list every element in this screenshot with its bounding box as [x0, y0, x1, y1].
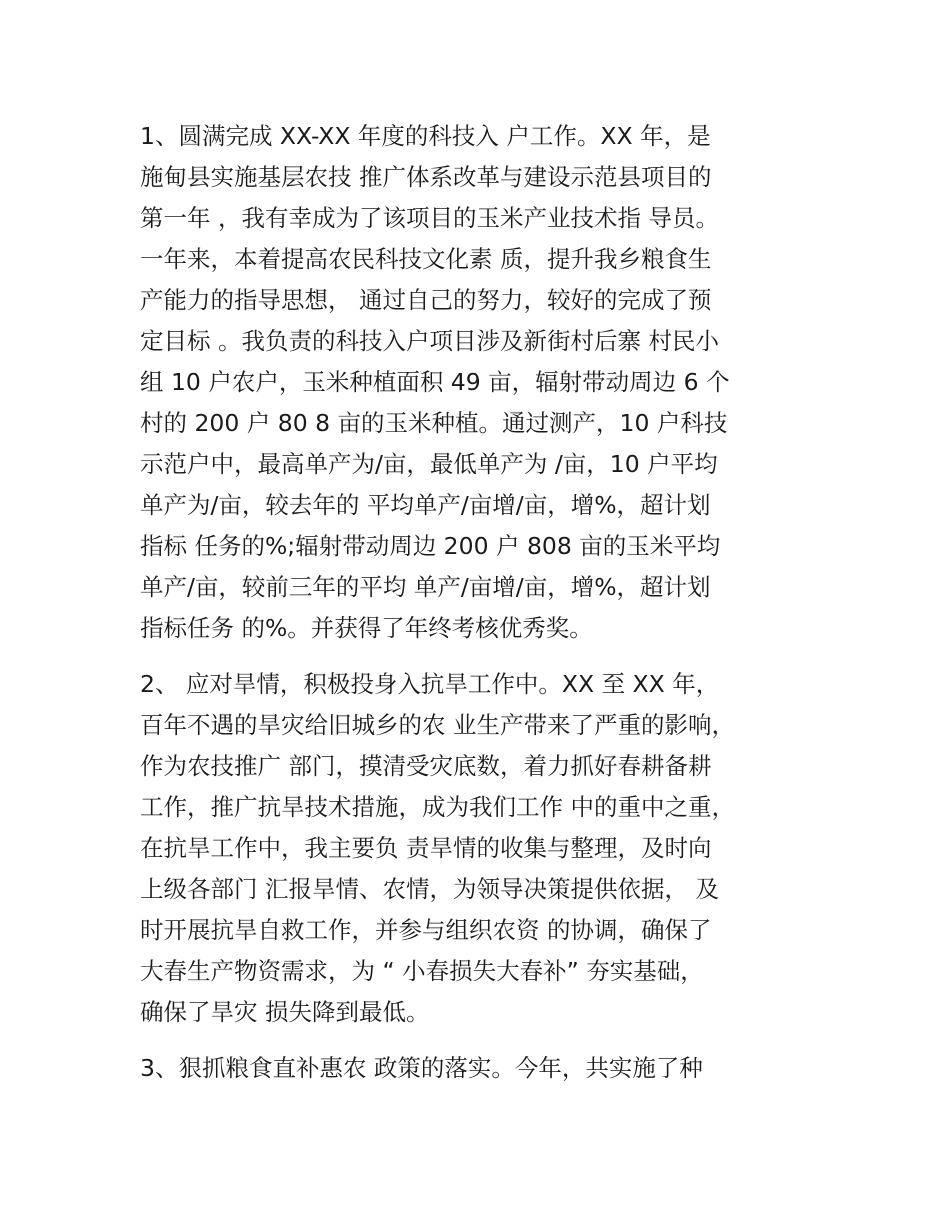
text-line: 1、圆满完成 XX-XX 年度的科技入 户工作。XX 年，是: [140, 122, 711, 150]
text-line: 一年来，本着提高农民科技文化素 质，提升我乡粮食生: [140, 245, 712, 273]
text-line: 上级各部门 汇报旱情、农情，为领导决策提供依据， 及: [140, 875, 719, 903]
text-line: 指标 任务的%;辐射带动周边 200 户 808 亩的玉米平均: [140, 532, 721, 560]
text-line: 百年不遇的旱灾给旧城乡的农 业生产带来了严重的影响，: [140, 711, 735, 739]
text-line: 工作，推广抗旱技术措施，成为我们工作 中的重中之重，: [140, 793, 735, 821]
text-line: 产能力的指导思想， 通过自己的努力，较好的完成了预: [140, 286, 712, 314]
paragraph-1: [140, 116, 820, 649]
text-line: 村的 200 户 80 8 亩的玉米种植。通过测产，10 户科技: [140, 409, 728, 437]
text-line: 单产/亩，较前三年的平均 单产/亩增/亩，增%，超计划: [140, 573, 711, 601]
text-line: 第一年 ，我有幸成为了该项目的玉米产业技术指 导员。: [140, 204, 719, 232]
text-line: 施甸县实施基层农技 推广体系改革与建设示范县项目的: [140, 163, 712, 191]
text-line: 确保了旱灾 损失降到最低。: [140, 998, 430, 1026]
text-line: 在抗旱工作中，我主要负 责旱情的收集与整理，及时向: [140, 834, 712, 862]
text-line: 示范户中，最高单产为/亩，最低单产为 /亩，10 户平均: [140, 450, 718, 478]
text-line: 时开展抗旱自救工作，并参与组织农资 的协调，确保了: [140, 916, 712, 944]
text-line: 2、 应对旱情，积极投身入抗旱工作中。XX 至 XX 年，: [140, 670, 720, 698]
text-line: 定目标 。我负责的科技入户项目涉及新街村后寨 村民小: [140, 327, 719, 355]
paragraph-3: [140, 1048, 820, 1089]
text-line: 3、狠抓粮食直补惠农 政策的落实。今年，共实施了种: [140, 1054, 703, 1082]
paragraph-2: [140, 664, 820, 1033]
text-line: 单产为/亩，较去年的 平均单产/亩增/亩，增%，超计划: [140, 491, 711, 519]
text-line: 作为农技推广 部门，摸清受灾底数，着力抓好春耕备耕: [140, 752, 712, 780]
text-line: 大春生产物资需求，为 “ 小春损失大春补” 夯实基础，: [140, 957, 704, 985]
text-line: 指标任务 的%。并获得了年终考核优秀奖。: [140, 614, 593, 642]
text-line: 组 10 户农户，玉米种植面积 49 亩，辐射带动周边 6 个: [140, 368, 730, 396]
